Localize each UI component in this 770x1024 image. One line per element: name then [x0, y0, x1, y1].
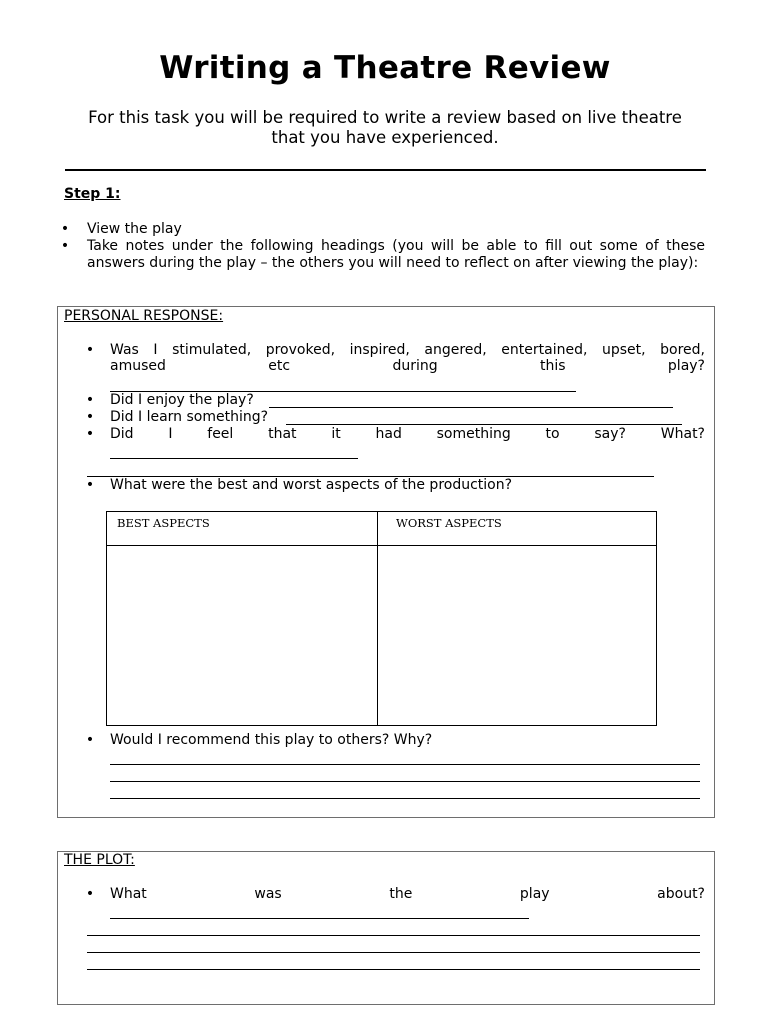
bullet: • [60, 238, 70, 254]
question-stimulated: Was I stimulated, provoked, inspired, angered, entertained, upset, bored, [110, 342, 705, 358]
answer-line[interactable] [87, 952, 700, 953]
page-title: Writing a Theatre Review [159, 50, 611, 86]
bullet: • [85, 392, 95, 408]
best-aspects-cell[interactable] [109, 548, 375, 722]
plot-box [57, 851, 715, 1005]
best-aspects-header: BEST ASPECTS [117, 516, 210, 530]
answer-line[interactable] [110, 918, 529, 919]
bullet: • [85, 409, 95, 425]
worst-aspects-cell[interactable] [381, 548, 654, 722]
answer-line[interactable] [286, 424, 682, 425]
question-recommend: Would I recommend this play to others? Why? [110, 732, 433, 748]
personal-response-heading: PERSONAL RESPONSE: [64, 308, 224, 324]
step-1-bullet-notes: Take notes under the following headings (you will be able to fill out some of these answers during the play – the others you will need to reflect on after viewing the play): [87, 238, 705, 271]
question-about: What was the play about? [110, 886, 705, 902]
answer-line[interactable] [110, 798, 700, 799]
answer-line[interactable] [269, 407, 673, 408]
bullet: • [85, 477, 95, 493]
answer-line[interactable] [110, 781, 700, 782]
answer-line[interactable] [110, 764, 700, 765]
step-1-heading: Step 1: [64, 186, 121, 202]
worst-aspects-header: WORST ASPECTS [396, 516, 502, 530]
step-1-bullet-view: View the play [87, 221, 182, 237]
answer-line[interactable] [87, 969, 700, 970]
divider [65, 169, 706, 171]
table-header-divider [107, 545, 656, 546]
question-stimulated-cont: amused etc during this play? [110, 358, 705, 374]
intro-text: For this task you will be required to write a review based on live theatre that you have experienced. [88, 108, 682, 147]
bullet: • [60, 221, 70, 237]
answer-line[interactable] [110, 458, 358, 459]
question-best-worst: What were the best and worst aspects of the production? [110, 477, 513, 493]
bullet: • [85, 886, 95, 902]
bullet: • [85, 426, 95, 442]
bullet: • [85, 342, 95, 358]
plot-heading: THE PLOT: [64, 852, 135, 868]
question-enjoy: Did I enjoy the play? [110, 392, 254, 408]
question-learn: Did I learn something? [110, 409, 269, 425]
table-column-divider [377, 512, 378, 725]
question-say: Did I feel that it had something to say? What? [110, 426, 705, 442]
bullet: • [85, 732, 95, 748]
answer-line[interactable] [87, 935, 700, 936]
